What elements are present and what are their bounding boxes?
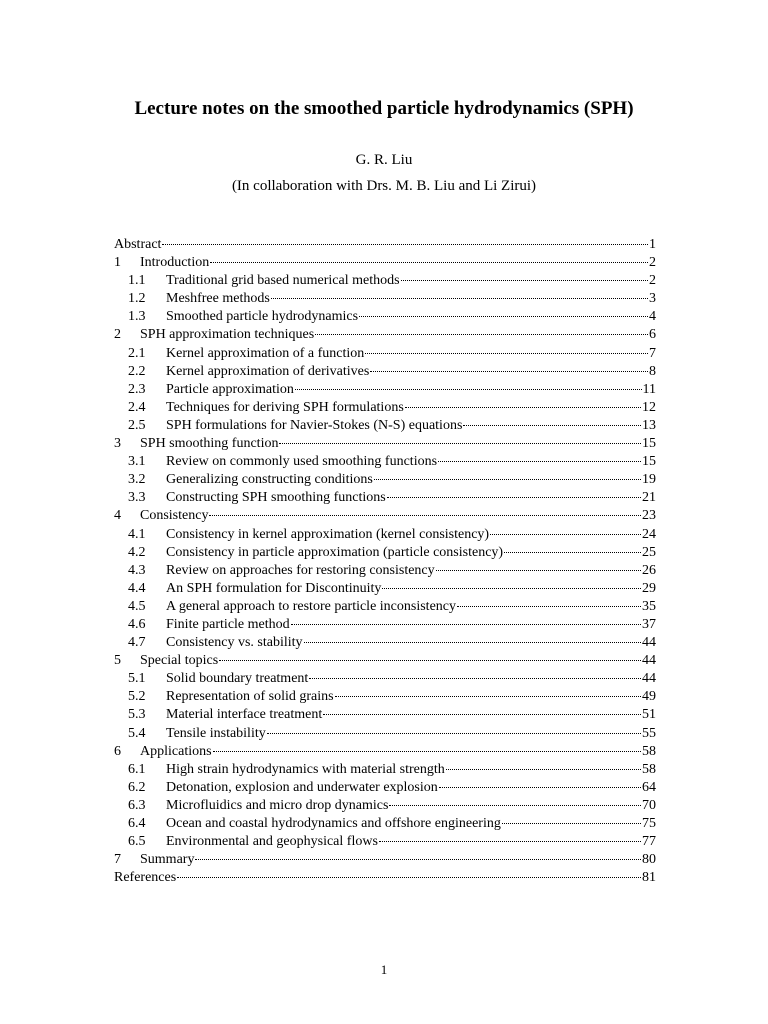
toc-entry — [114, 634, 656, 652]
toc-entry — [114, 326, 656, 344]
toc-entry-number: 4 — [114, 508, 121, 524]
collaboration-note: (In collaboration with Drs. M. B. Liu and Li Zirui) — [231, 178, 537, 194]
toc-entry — [114, 254, 656, 272]
toc-entry-title: Kernel approximation of derivatives — [166, 363, 370, 379]
toc-entry-page: 11 — [642, 381, 656, 397]
toc-entry-number: 3.1 — [128, 454, 146, 470]
toc-entry — [114, 345, 656, 363]
toc-entry-title: Meshfree methods — [166, 291, 270, 307]
toc-entry-title: A general approach to restore particle inconsistency — [166, 598, 456, 614]
toc-entry-number: 5.2 — [128, 689, 146, 705]
page-number: 1 — [380, 962, 388, 977]
dot-leader — [195, 859, 641, 860]
toc-entry-title: Microfluidics and micro drop dynamics — [166, 797, 389, 813]
toc-entry-number: 6 — [114, 743, 121, 759]
document-title: Lecture notes on the smoothed particle hydrodynamics (SPH) — [134, 98, 634, 119]
toc-entry-page: 29 — [642, 580, 656, 596]
toc-entry-title: Finite particle method — [166, 616, 290, 632]
toc-entry-title: SPH approximation techniques — [140, 327, 315, 343]
toc-entry-title: Ocean and coastal hydrodynamics and offshore engineering — [166, 816, 501, 831]
toc-entry — [114, 544, 656, 562]
toc-entry-page: 6 — [649, 327, 656, 343]
toc-entry-title: Summary — [140, 852, 195, 868]
toc-entry-title: SPH smoothing function — [140, 436, 279, 452]
toc-entry-number: 2.5 — [128, 417, 146, 433]
toc-entry — [114, 471, 656, 489]
dot-leader — [267, 733, 641, 734]
toc-entry-number: 5.3 — [128, 707, 146, 723]
toc-entry-page: 58 — [642, 743, 656, 759]
toc-entry-number: 2.1 — [128, 345, 146, 361]
toc-entry-title: High strain hydrodynamics with material strength — [166, 761, 445, 777]
dot-leader — [365, 353, 648, 354]
toc-entry-page: 13 — [642, 417, 656, 433]
toc-entry-page: 44 — [642, 653, 656, 669]
toc-entry-number: 5 — [114, 653, 121, 669]
dot-leader — [177, 877, 641, 878]
toc-entry-page: 21 — [642, 490, 656, 506]
dot-leader — [291, 624, 641, 625]
toc-entry — [114, 833, 656, 851]
toc-entry-page: 8 — [649, 363, 656, 379]
dot-leader — [295, 389, 642, 390]
toc-entry-title: Consistency in kernel approximation (kernel consistency) — [166, 526, 490, 542]
dot-leader — [374, 479, 641, 480]
toc-entry — [114, 453, 656, 471]
toc-entry-number: 2 — [114, 327, 121, 343]
toc-entry-page: 81 — [642, 870, 656, 886]
dot-leader — [213, 751, 641, 752]
toc-entry — [114, 815, 656, 833]
dot-leader — [162, 244, 648, 245]
toc-entry-page: 2 — [649, 273, 656, 289]
toc-entry-title: Tensile instability — [166, 725, 266, 741]
dot-leader — [370, 371, 648, 372]
toc-entry-title: Particle approximation — [166, 381, 294, 397]
toc-entry — [114, 688, 656, 706]
toc-entry-number: 5.4 — [128, 725, 146, 741]
dot-leader — [502, 823, 641, 824]
toc-entry-page: 24 — [642, 526, 656, 542]
toc-entry-page: 35 — [642, 598, 656, 614]
dot-leader — [389, 805, 641, 806]
toc-entry-title: An SPH formulation for Discontinuity — [166, 580, 382, 596]
toc-entry-page: 12 — [642, 399, 656, 415]
toc-entry — [114, 290, 656, 308]
toc-entry — [114, 725, 656, 743]
toc-entry — [114, 381, 656, 399]
toc-entry — [114, 236, 656, 254]
toc-entry — [114, 779, 656, 797]
dot-leader — [271, 298, 648, 299]
toc-entry-title: SPH formulations for Navier-Stokes (N-S) equations — [166, 417, 463, 433]
toc-entry-page: 75 — [642, 816, 656, 831]
toc-entry — [114, 706, 656, 724]
toc-entry-title: Consistency — [140, 508, 209, 524]
toc-entry-number: 6.1 — [128, 761, 146, 777]
dot-leader — [304, 642, 642, 643]
toc-entry — [114, 851, 656, 869]
dot-leader — [210, 262, 648, 263]
toc-entry — [114, 272, 656, 290]
toc-entry-number: 3 — [114, 436, 121, 452]
toc-entry-number: 4.5 — [128, 598, 146, 614]
toc-entry — [114, 761, 656, 779]
toc-entry — [114, 417, 656, 435]
toc-entry-page: 2 — [649, 255, 656, 271]
toc-entry-page: 19 — [642, 472, 656, 488]
toc-entry-page: 4 — [649, 309, 656, 325]
toc-entry-title: Consistency vs. stability — [166, 635, 303, 651]
toc-entry-number: 3.3 — [128, 490, 146, 506]
toc-entry-number: 1 — [114, 255, 121, 271]
toc-entry-page: 7 — [649, 345, 656, 361]
toc-entry-number: 4.6 — [128, 616, 146, 632]
toc-entry-number: 2.3 — [128, 381, 146, 397]
toc-entry-page: 1 — [649, 237, 656, 252]
dot-leader — [504, 552, 641, 553]
toc-entry-page: 51 — [642, 707, 656, 723]
toc-entry-title: Kernel approximation of a function — [166, 345, 365, 361]
toc-entry-page: 26 — [642, 562, 656, 578]
toc-entry-page: 23 — [642, 508, 656, 524]
toc-entry-page: 80 — [642, 852, 656, 868]
toc-entry-title: Constructing SPH smoothing functions — [166, 490, 386, 506]
dot-leader — [490, 534, 641, 535]
toc-entry-page: 44 — [642, 671, 656, 687]
toc-entry-page: 58 — [642, 761, 656, 777]
dot-leader — [436, 570, 641, 571]
toc-entry-title: Traditional grid based numerical methods — [166, 273, 400, 289]
toc-entry-title: Environmental and geophysical flows — [166, 834, 378, 850]
dot-leader — [379, 841, 641, 842]
dot-leader — [405, 407, 641, 408]
dot-leader — [438, 461, 641, 462]
toc-entry-number: 2.2 — [128, 363, 146, 379]
table-of-contents — [114, 236, 656, 887]
toc-entry-title: Special topics — [140, 653, 219, 669]
dot-leader — [382, 588, 641, 589]
dot-leader — [315, 334, 648, 335]
toc-entry-page: 55 — [642, 725, 656, 741]
toc-entry-number: 6.5 — [128, 834, 146, 850]
toc-entry-title: Consistency in particle approximation (particle consistency) — [166, 544, 504, 560]
toc-entry — [114, 797, 656, 815]
toc-entry-title: References — [114, 870, 177, 886]
toc-entry-title: Introduction — [140, 255, 210, 271]
toc-entry-title: Review on approaches for restoring consistency — [166, 562, 435, 578]
toc-entry-page: 70 — [642, 797, 656, 813]
toc-entry-page: 25 — [642, 544, 656, 560]
toc-entry-title: Review on commonly used smoothing functions — [166, 454, 438, 470]
toc-entry-title: Applications — [140, 743, 212, 759]
toc-entry-number: 1.2 — [128, 291, 146, 307]
toc-entry-number: 3.2 — [128, 472, 146, 488]
toc-entry-number: 4.7 — [128, 635, 146, 651]
dot-leader — [387, 497, 641, 498]
dot-leader — [219, 660, 641, 661]
toc-entry-page: 15 — [642, 436, 656, 452]
dot-leader — [439, 787, 641, 788]
toc-entry-number: 6.3 — [128, 797, 146, 813]
toc-entry — [114, 670, 656, 688]
toc-entry-number: 4.1 — [128, 526, 146, 542]
toc-entry — [114, 580, 656, 598]
toc-entry-number: 1.3 — [128, 309, 146, 325]
toc-entry — [114, 507, 656, 525]
toc-entry-title: Abstract — [114, 237, 162, 252]
toc-entry-title: Smoothed particle hydrodynamics — [166, 309, 359, 325]
toc-entry-number: 4.2 — [128, 544, 146, 560]
toc-entry-page: 37 — [642, 616, 656, 632]
toc-entry — [114, 652, 656, 670]
toc-entry-page: 64 — [642, 779, 656, 795]
toc-entry-title: Material interface treatment — [166, 707, 323, 723]
toc-entry-number: 1.1 — [128, 273, 146, 289]
toc-entry-number: 4.3 — [128, 562, 146, 578]
toc-entry-number: 7 — [114, 852, 121, 868]
toc-entry-number: 6.4 — [128, 816, 146, 831]
toc-entry — [114, 743, 656, 761]
toc-entry — [114, 489, 656, 507]
toc-entry-title: Solid boundary treatment — [166, 671, 309, 687]
toc-entry-title: Techniques for deriving SPH formulations — [166, 399, 404, 415]
dot-leader — [209, 515, 641, 516]
dot-leader — [457, 606, 641, 607]
toc-entry — [114, 399, 656, 417]
toc-entry — [114, 598, 656, 616]
dot-leader — [323, 714, 641, 715]
dot-leader — [279, 443, 641, 444]
toc-entry-page: 77 — [642, 834, 656, 850]
toc-entry — [114, 562, 656, 580]
toc-entry — [114, 308, 656, 326]
dot-leader — [446, 769, 641, 770]
toc-entry — [114, 363, 656, 381]
toc-entry-title: Detonation, explosion and underwater explosion — [166, 779, 438, 795]
toc-entry — [114, 435, 656, 453]
toc-entry-title: Generalizing constructing conditions — [166, 472, 373, 488]
author-name: G. R. Liu — [355, 152, 413, 168]
toc-entry-number: 2.4 — [128, 399, 146, 415]
dot-leader — [401, 280, 648, 281]
toc-entry — [114, 616, 656, 634]
dot-leader — [359, 316, 648, 317]
toc-entry-page: 44 — [642, 635, 656, 651]
toc-entry-number: 4.4 — [128, 580, 146, 596]
dot-leader — [335, 696, 641, 697]
toc-entry-number: 5.1 — [128, 671, 146, 687]
toc-entry-page: 15 — [642, 454, 656, 470]
toc-entry — [114, 869, 656, 887]
dot-leader — [309, 678, 641, 679]
toc-entry-title: Representation of solid grains — [166, 689, 334, 705]
toc-entry-page: 49 — [642, 689, 656, 705]
toc-entry — [114, 526, 656, 544]
toc-entry-number: 6.2 — [128, 779, 146, 795]
dot-leader — [463, 425, 641, 426]
toc-entry-page: 3 — [649, 291, 656, 307]
